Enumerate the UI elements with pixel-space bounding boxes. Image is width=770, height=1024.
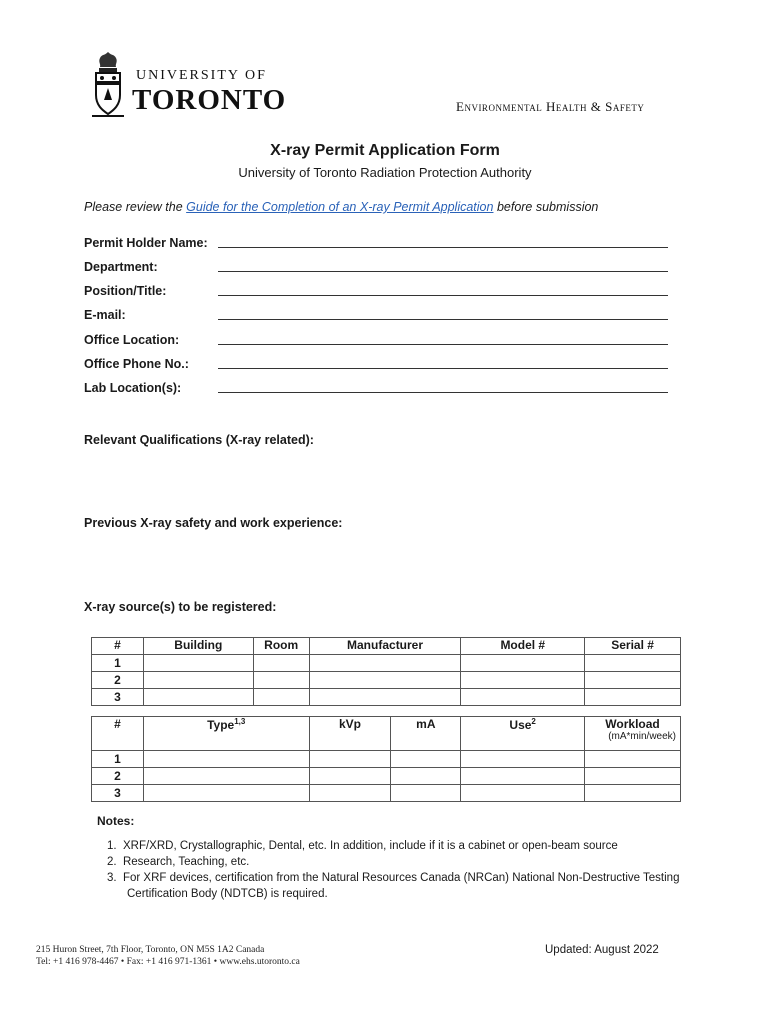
instruction-before: Please review the [84,200,187,214]
table-cell[interactable] [309,689,461,706]
col-room: Room [253,638,309,655]
workload-unit: (mA*min/week) [608,731,676,742]
col-type-label: Type [207,718,235,732]
table-cell[interactable] [309,672,461,689]
table-cell[interactable] [585,655,681,672]
table-cell[interactable] [309,768,391,785]
table-header-row [92,717,681,751]
table-cell[interactable] [143,785,309,802]
table-row [92,751,681,768]
updated-date: Updated: August 2022 [545,944,659,956]
table-row [92,768,681,785]
permit-holder-name-label: Permit Holder Name: [84,236,208,250]
table-cell[interactable] [585,672,681,689]
table-cell[interactable] [143,768,309,785]
col-workload-label: Workload [605,717,660,731]
notes-list [107,838,707,902]
table-cell[interactable] [253,689,309,706]
sources-label: X-ray source(s) to be registered: [84,600,277,614]
position-title-field[interactable] [218,295,668,296]
table-row [92,689,681,706]
col-use [461,717,585,751]
note-item: 2. Research, Teaching, etc. [107,856,250,868]
table-cell[interactable] [391,785,461,802]
department-label: Department: [84,260,158,274]
note-item: 3. For XRF devices, certification from the Natural Resources Canada (NRCan) National Non-Destructive Testing Certification Body (NDTCB) is required. [107,872,680,900]
table-cell[interactable] [143,655,253,672]
permit-holder-name-field[interactable] [218,247,668,248]
office-phone-field[interactable] [218,368,668,369]
col-type [143,717,309,751]
guide-link[interactable]: Guide for the Completion of an X-ray Permit Application [186,200,494,214]
instruction-after: before submission [493,200,599,214]
address-line-2: Tel: +1 416 978-4467 • Fax: +1 416 971-1361 • www.ehs.utoronto.ca [36,957,300,967]
table-cell[interactable] [585,785,681,802]
table-cell[interactable] [585,768,681,785]
qualifications-label: Relevant Qualifications (X-ray related): [84,433,314,447]
footer-address [36,944,300,968]
form-title: X-ray Permit Application Form [270,142,500,159]
note-item: 1. XRF/XRD, Crystallographic, Dental, etc. In addition, include if it is a cabinet or open-beam source [107,840,618,852]
col-number: # [92,638,144,655]
row-number: 1 [92,655,144,672]
table-cell[interactable] [143,751,309,768]
col-serial: Serial # [585,638,681,655]
table-cell[interactable] [461,785,585,802]
email-label: E-mail: [84,308,126,322]
office-location-label: Office Location: [84,333,180,347]
table-header-row [92,638,681,655]
email-field[interactable] [218,319,668,320]
row-number: 3 [92,785,144,802]
table-cell[interactable] [309,751,391,768]
experience-label: Previous X-ray safety and work experience: [84,516,343,530]
logo-university-of: UNIVERSITY OF [136,68,267,83]
lab-location-label: Lab Location(s): [84,381,182,395]
form-subtitle: University of Toronto Radiation Protection Authority [238,165,532,180]
notes-heading: Notes: [97,814,135,828]
table-row [92,672,681,689]
department-field[interactable] [218,271,668,272]
table-cell[interactable] [391,751,461,768]
col-workload [585,717,681,751]
instruction-text [84,200,598,214]
row-number: 1 [92,751,144,768]
table-cell[interactable] [461,768,585,785]
table-cell[interactable] [461,751,585,768]
col-model: Model # [461,638,585,655]
office-location-field[interactable] [218,344,668,345]
sources-spec-table [91,716,681,802]
table-cell[interactable] [461,672,585,689]
table-cell[interactable] [585,689,681,706]
address-line-1: 215 Huron Street, 7th Floor, Toronto, ON M5S 1A2 Canada [36,945,265,955]
col-use-label: Use [509,718,532,732]
logo-toronto: TORONTO [132,84,287,116]
table-cell[interactable] [143,689,253,706]
table-cell[interactable] [461,655,585,672]
table-cell[interactable] [143,672,253,689]
col-manufacturer: Manufacturer [309,638,461,655]
lab-location-field[interactable] [218,392,668,393]
department-banner: Environmental Health & Safety [456,99,645,114]
table-cell[interactable] [309,655,461,672]
university-crest-icon [88,50,128,120]
table-cell[interactable] [461,689,585,706]
table-cell[interactable] [253,672,309,689]
table-cell[interactable] [309,785,391,802]
table-row [92,785,681,802]
table-row [92,655,681,672]
col-kvp: kVp [309,717,391,751]
col-number: # [92,717,144,751]
row-number: 2 [92,672,144,689]
position-title-label: Position/Title: [84,284,167,298]
table-cell[interactable] [391,768,461,785]
use-footnote: 2 [531,717,536,726]
sources-location-table [91,637,681,706]
table-cell[interactable] [585,751,681,768]
row-number: 3 [92,689,144,706]
type-footnote: 1,3 [234,717,246,726]
col-ma: mA [391,717,461,751]
col-building: Building [143,638,253,655]
table-cell[interactable] [253,655,309,672]
office-phone-label: Office Phone No.: [84,357,189,371]
row-number: 2 [92,768,144,785]
